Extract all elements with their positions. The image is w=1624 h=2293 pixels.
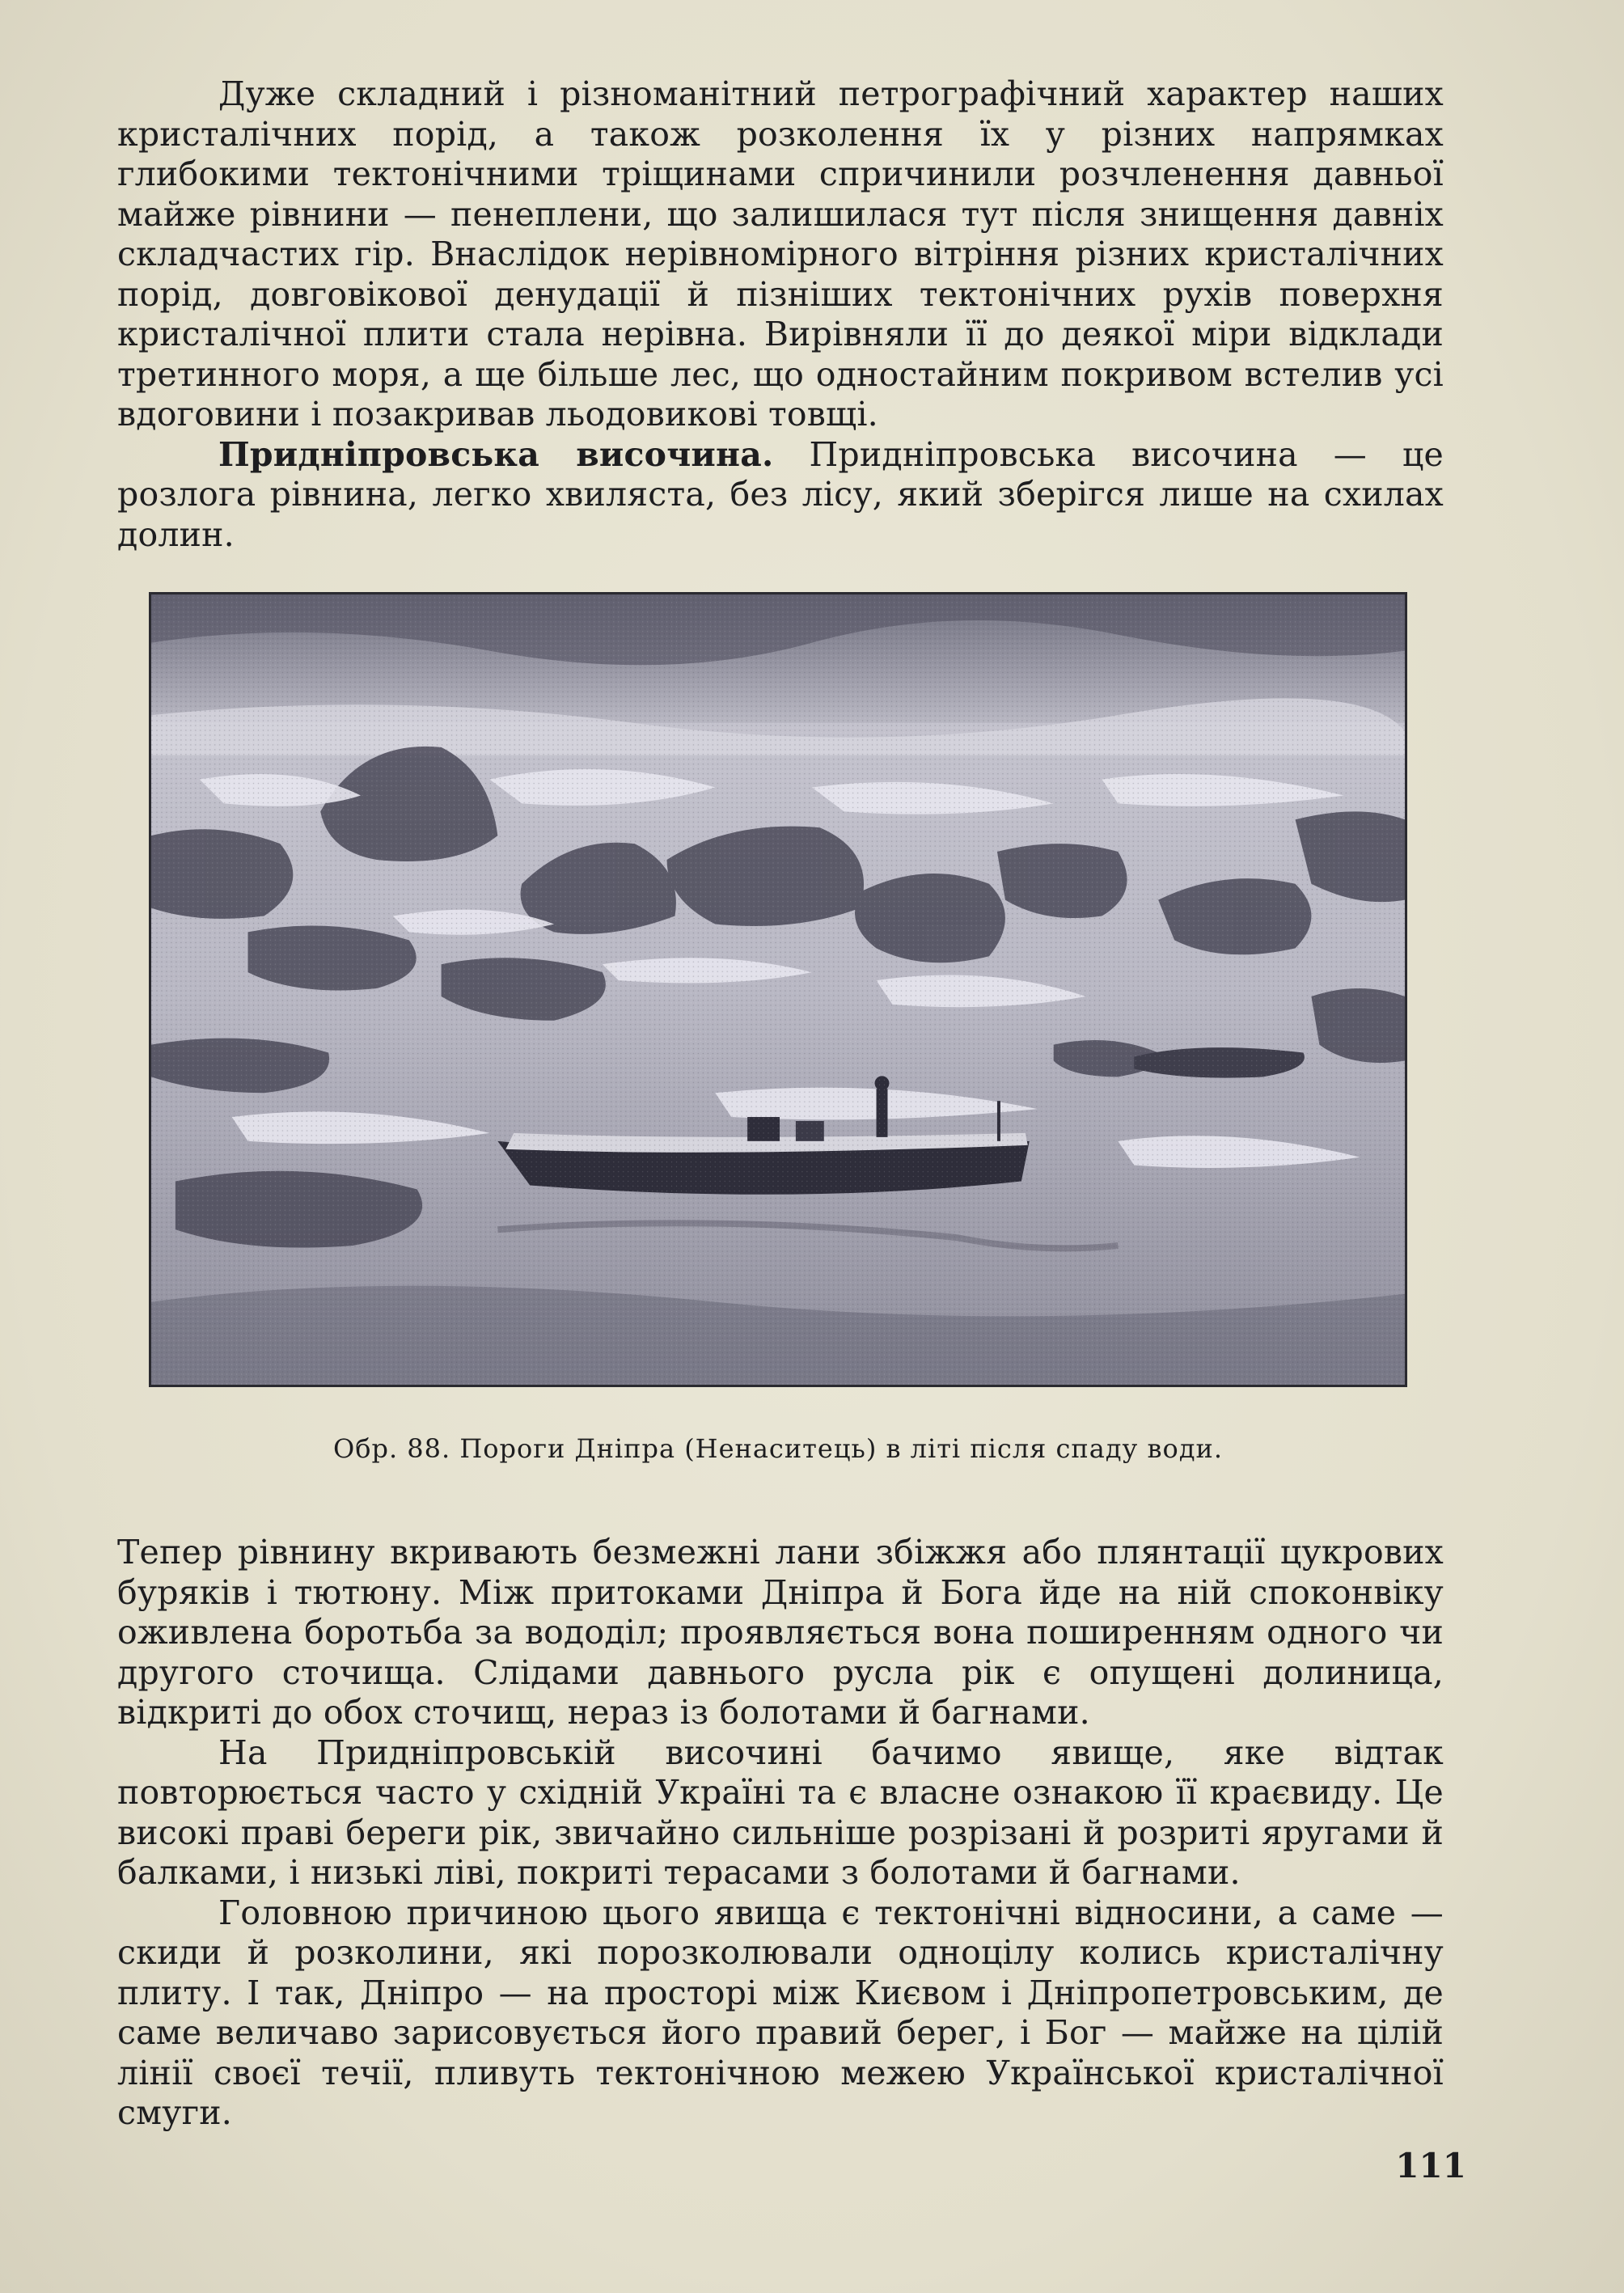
section-paragraph [117,435,1444,556]
paragraph: Тепер рівнину вкривають безмежні лани збіжжя або плянтації цукрових буряків і тютюну. Між притоками Дніпра й Бога йде на ній споконвіку оживлена боротьба за вододіл; проявляється вона поширенням одного чи другого сточища. Слідами давнього русла рік є опущені долиница, відкриті до обох сточищ, нераз із болотами й багнами. [117,1533,1444,1732]
paragraph: Дуже складний і різноманітний петрографічний характер наших кристалічних порід, а також розколення їх у різних напрямках глибокими тектонічними тріщинами спричинили розчленення давньої майже рівнини — пенеплени, що залишилася тут після знищення давніх складчастих гір. Внаслідок нерівномірного вітріння різних кристалічних порід, довговікової денудації й пізніших тектонічних рухів поверхня кристалічної плити стала нерівна. Вирівняли її до деякої міри відклади третинного моря, а ще більше лес, що одностайним покривом встелив усі вдоговини і позакривав льодовикові товщі. [117,74,1444,434]
top-text-block [117,74,1444,555]
paragraph: На Придніпровській височині бачимо явище, яке відтак повторюється часто у східній Україні та є власне ознакою її краєвиду. Це високі праві береги рік, звичайно сильніше розрізані й розриті яругами й балками, і низькі ліві, покриті терасами з болотами й багнами. [117,1732,1444,1892]
photo-image [151,594,1405,1385]
photo-dnipro-rapids [149,592,1407,1387]
page-number: 111 [1395,2146,1466,2185]
bottom-text-block [117,1533,1444,2134]
section-intro: Придніпровська височина — це розлога рівнина, легко хвиляста, без лісу, який зберігся лише на схилах долин. [117,434,1444,554]
paragraph: Головною причиною цього явища є тектонічні відносини, а саме — скиди й розколини, які порозколювали одноцілу колись кристалічну плиту. І так, Дніпро — на просторі між Києвом і Дніпропетровським, де саме величаво зарисовується його правий берег, і Бог — майже на цілій лінії своєї течії, пливуть тектонічною межею Української кристалічної смуги. [117,1893,1444,2132]
section-heading: Придніпровська височина. [218,434,774,474]
figure-caption: Обр. 88. Пороги Дніпра (Ненаситець) в літі після спаду води. [332,1433,1224,1464]
